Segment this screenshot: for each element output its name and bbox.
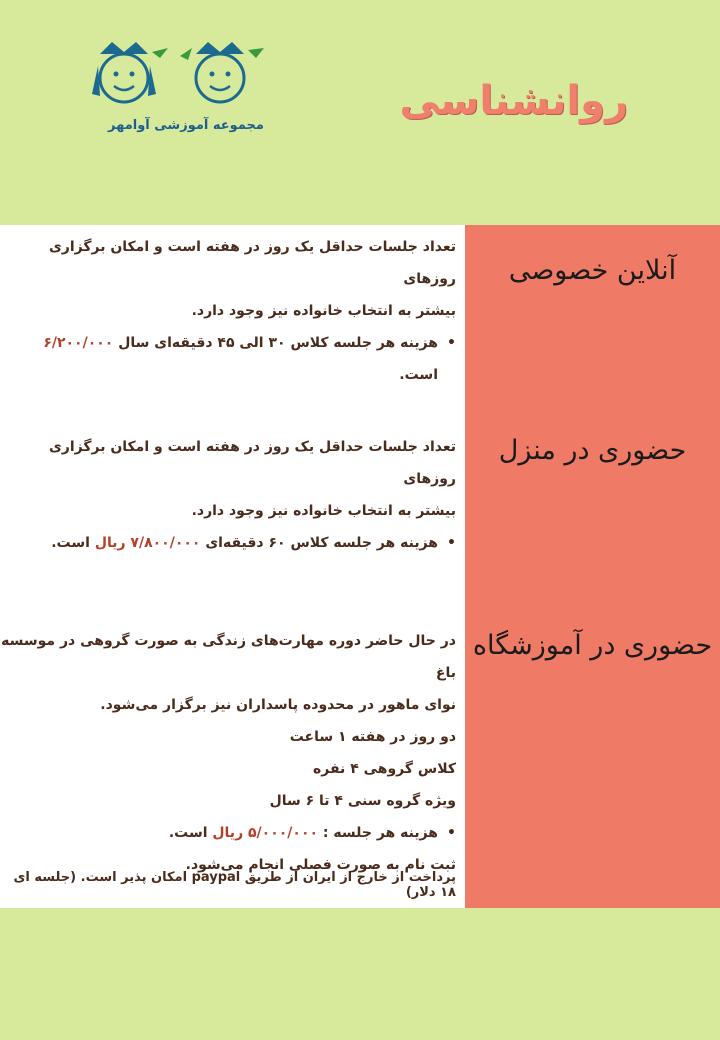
text-line: دو روز در هفته ۱ ساعت	[289, 729, 456, 745]
price-value: ۵/۰۰۰/۰۰۰ ریال	[212, 825, 319, 841]
bullet-text: هزینه هر جلسه :	[318, 825, 438, 841]
price-value: ۷/۸۰۰/۰۰۰ ریال	[94, 535, 201, 551]
bullet-text: است.	[51, 535, 95, 551]
bullet-text: هزینه هر جلسه کلاس ۳۰ الی ۴۵ دقیقه‌ای سال	[113, 335, 438, 351]
logo-kids-icon	[88, 36, 284, 116]
text-line: کلاس گروهی ۴ نفره	[313, 761, 456, 777]
payment-note: پرداخت از خارج از ایران از طریق paypal امکان پذیر است. (جلسه ای ۱۸ دلار)	[13, 870, 456, 900]
text-line: در حال حاضر دوره مهارت‌های زندگی به صورت گروهی در موسسه باغ	[1, 633, 456, 681]
bullet-text: هزینه هر جلسه کلاس ۶۰ دقیقه‌ای	[200, 535, 438, 551]
text-line: ویژه گروه سنی ۴ تا ۶ سال	[269, 793, 456, 809]
text-line: بیشتر به انتخاب خانواده نیز وجود دارد.	[191, 503, 456, 519]
bullet-text: است.	[168, 825, 213, 841]
page-title: روانشناسی	[399, 78, 628, 124]
section-label-institute: حضوری در آموزشگاه	[472, 630, 713, 661]
section-sidebar	[465, 225, 720, 908]
section-label-online: آنلاین خصوصی	[508, 255, 677, 286]
price-bullet	[0, 817, 456, 849]
bullet-text: است.	[399, 367, 438, 383]
text-line: ثبت نام به صورت فصلی انجام می‌شود.	[185, 857, 456, 873]
text-line: بیشتر به انتخاب خانواده نیز وجود دارد.	[191, 303, 456, 319]
logo	[88, 36, 284, 144]
price-bullet	[0, 527, 456, 559]
text-line: تعداد جلسات حداقل یک روز در هفته است و امکان برگزاری روزهای	[48, 439, 456, 487]
logo-caption: مجموعه آموزشی آوامهر	[108, 118, 264, 133]
section-label-home: حضوری در منزل	[498, 435, 687, 466]
page-header	[0, 0, 720, 225]
text-line: نوای ماهور در محدوده پاسداران نیز برگزار می‌شود.	[100, 697, 456, 713]
section-home-text	[0, 431, 456, 559]
price-value: ۶/۲۰۰/۰۰۰	[43, 335, 114, 351]
price-bullet	[0, 327, 456, 391]
section-institute-text	[0, 625, 456, 881]
section-online-text	[0, 231, 456, 391]
text-line: تعداد جلسات حداقل یک روز در هفته است و امکان برگزاری روزهای	[48, 239, 456, 287]
content-panel	[0, 225, 720, 908]
